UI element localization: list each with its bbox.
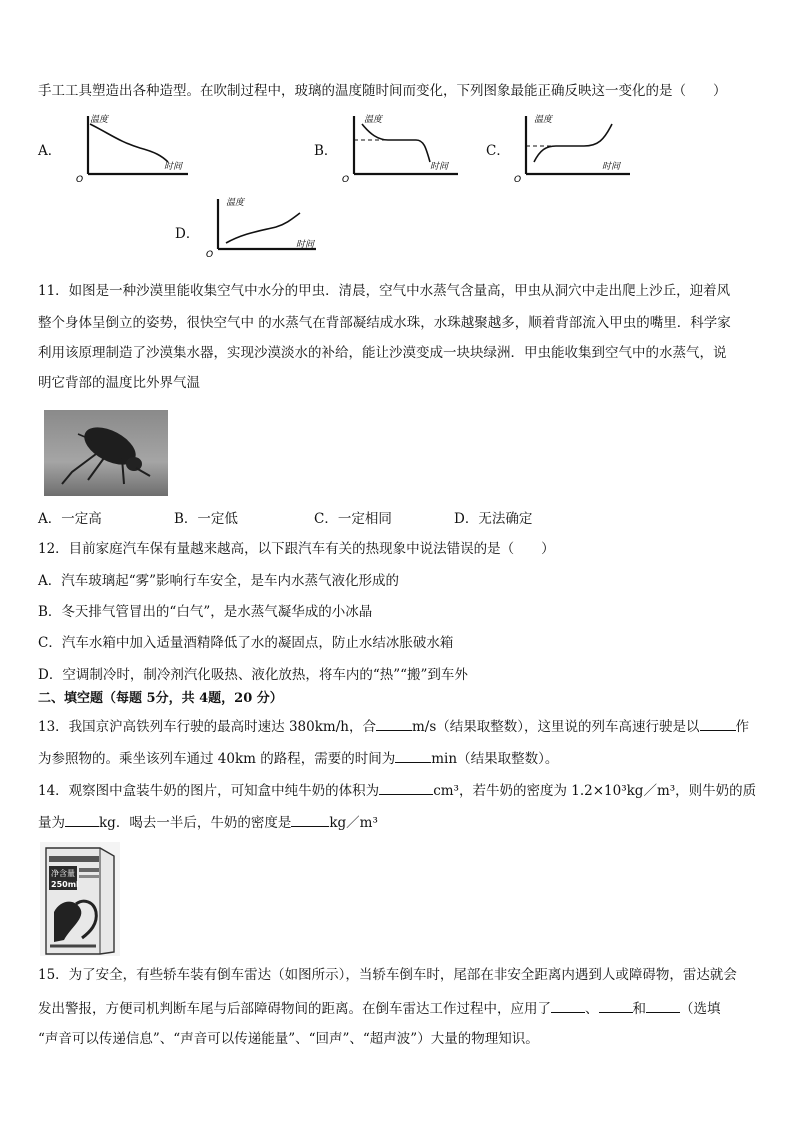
q11-line-4: 明它背部的温度比外界气温 [38,375,200,391]
graph-c-x-label: 时间 [602,162,621,172]
q15-line-1: 15．为了安全，有些轿车装有倒车雷达（如图所示），当轿车倒车时，尾部在非安全距离内遇到人或障碍物，雷达就会 [38,967,737,983]
q10-stem: 手工工具塑造出各种造型。在吹制过程中，玻璃的温度随时间而变化，下列图象最能正确反映这一变化的是（ ） [38,83,727,99]
q15-blank-1[interactable] [551,998,585,1013]
q14-line-1 [38,780,756,800]
q10-option-c-label: C． [486,143,510,159]
q15-text-1: 发出警报，方便司机判断车尾与后部障碍物间的距离。在倒车雷达工作过程中，应用了 [38,1001,551,1017]
q12-option-c: C．汽车水箱中加入适量酒精降低了水的凝固点，防止水结冰胀破水箱 [38,635,454,651]
section-2-title: 二、填空题（每题 5分，共 4题，20 分） [38,691,283,706]
q14-blank-1[interactable] [379,780,433,795]
q15-text-3: 和 [632,1001,646,1017]
q13-blank-3[interactable] [395,748,431,763]
carton-label-1: 净含量 [51,869,75,878]
q15-line-3: “声音可以传递信息”、“声音可以传递能量”、“回声”、“超声波”）大量的物理知识。 [38,1031,539,1047]
q10-option-d-label: D． [175,226,200,242]
q11-line-3: 利用该原理制造了沙漠集水器，实现沙漠淡水的补给，能让沙漠变成一块块绿洲．甲虫能收集到空气中的水蒸气，说 [38,345,727,361]
q14-text-1: 14．观察图中盒装牛奶的图片，可知盒中纯牛奶的体积为 [38,783,380,799]
q14-text-5: kg／m³ [329,815,378,831]
graph-a-origin: O [76,175,84,184]
carton-label-2: 250ml [51,880,79,889]
graph-d-y-label: 温度 [226,198,245,208]
graph-a-x-label: 时间 [164,162,183,172]
q12-option-d: D．空调制冷时，制冷剂汽化吸热、液化放热，将车内的“热”“搬”到车外 [38,667,468,683]
q13-text-5: min（结果取整数）。 [431,751,559,767]
graph-b-y-label: 温度 [364,115,383,125]
graph-c [512,112,632,184]
beetle-photo [44,410,168,496]
graph-d [204,195,324,259]
q13-blank-1[interactable] [376,716,412,731]
q13-line-1 [38,716,749,736]
q13-blank-2[interactable] [700,716,736,731]
q13-text-2: m/s（结果取整数），这里说的列车高速行驶是以 [411,719,700,735]
graph-c-y-label: 温度 [534,115,553,125]
q15-text-2: 、 [585,1001,599,1017]
q11-option-a: A．一定高 [38,511,102,527]
graph-c-origin: O [514,175,522,184]
graph-b-x-label: 时间 [430,162,449,172]
q14-blank-2[interactable] [65,812,99,827]
q14-text-4: kg．喝去一半后，牛奶的密度是 [99,815,292,831]
q11-option-d: D．无法确定 [454,511,533,527]
q12-option-a: A．汽车玻璃起“雾”影响行车安全，是车内水蒸气液化形成的 [38,573,400,589]
graph-b [340,112,460,184]
q14-text-2: cm³，若牛奶的密度为 1.2×10³kg／m³，则牛奶的质 [433,783,757,799]
graph-a [70,112,190,184]
q13-text-1: 13．我国京沪高铁列车行驶的最高时速达 380km/h，合 [38,719,376,735]
q10-option-b-label: B． [314,143,338,159]
q11-line-2: 整个身体呈倒立的姿势，很快空气中 的水蒸气在背部凝结成水珠，水珠越聚越多，顺着背部流入甲虫的嘴里．科学家 [38,315,731,331]
q11-option-c: C．一定相同 [314,511,392,527]
graph-b-origin: O [342,175,350,184]
q15-line-2 [38,998,721,1018]
q15-blank-3[interactable] [646,998,680,1013]
q13-line-2 [38,748,558,768]
q12-option-b: B．冬天排气管冒出的“白气”，是水蒸气凝华成的小冰晶 [38,604,373,620]
q12-stem: 12．目前家庭汽车保有量越来越高，以下跟汽车有关的热现象中说法错误的是（ ） [38,541,555,557]
q14-text-3: 量为 [38,815,65,831]
graph-d-origin: O [206,250,214,259]
graph-d-x-label: 时间 [296,240,315,250]
q10-option-a-label: A． [38,143,62,159]
q14-blank-3[interactable] [291,812,329,827]
q13-text-4: 为参照物的。乘坐该列车通过 40km 的路程，需要的时间为 [38,751,396,767]
q15-text-4: （选填 [680,1001,721,1017]
q15-blank-2[interactable] [599,998,633,1013]
graph-a-y-label: 温度 [90,115,109,125]
q11-option-b: B．一定低 [174,511,238,527]
milk-carton-photo [40,842,120,956]
q14-line-2 [38,812,378,832]
q11-line-1: 11．如图是一种沙漠里能收集空气中水分的甲虫．清晨，空气中水蒸气含量高，甲虫从洞穴中走出爬上沙丘，迎着风 [38,283,731,299]
q13-text-3: 作 [735,719,749,735]
